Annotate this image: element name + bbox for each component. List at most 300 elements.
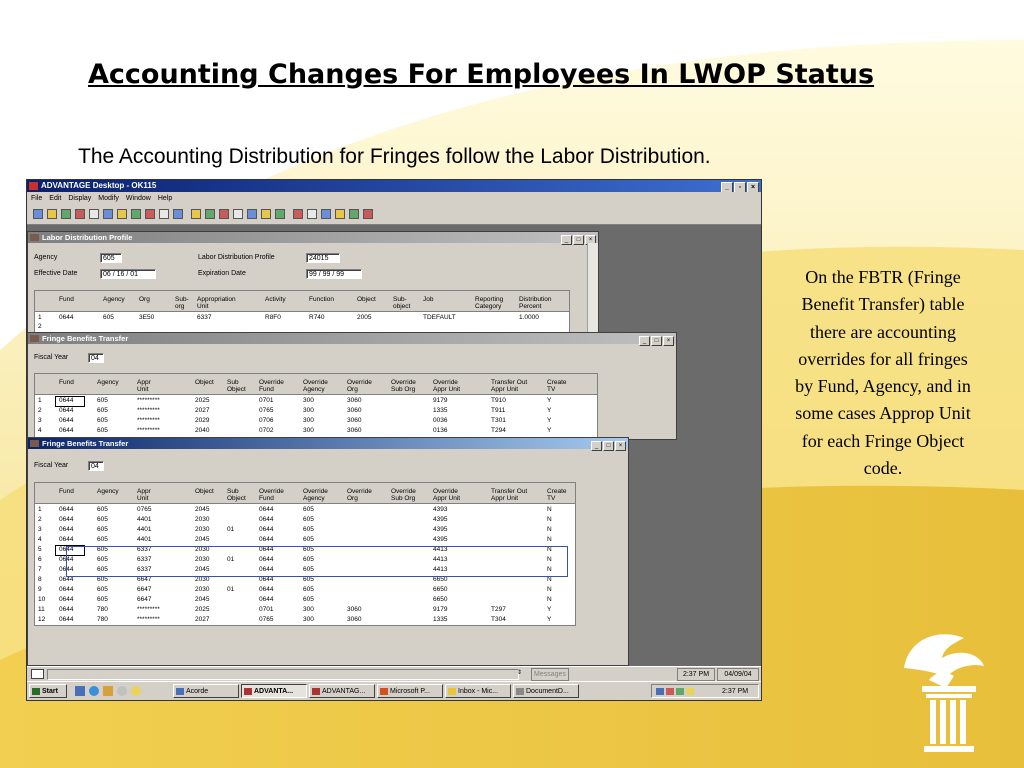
table-cell[interactable]: ********* bbox=[137, 417, 160, 424]
list-icon[interactable] bbox=[47, 209, 57, 219]
table-cell[interactable]: 605 bbox=[303, 596, 314, 603]
table-cell[interactable]: 0644 bbox=[59, 407, 74, 414]
taskbar-inbox[interactable] bbox=[445, 684, 511, 698]
column-header[interactable]: Override Fund bbox=[259, 379, 284, 393]
arrow-icon[interactable] bbox=[33, 209, 43, 219]
copy-icon[interactable] bbox=[75, 209, 85, 219]
table-cell[interactable]: ********* bbox=[137, 397, 160, 404]
table-cell[interactable]: 0644 bbox=[59, 566, 74, 573]
table-cell[interactable]: 01 bbox=[227, 556, 235, 563]
row-number[interactable]: 2 bbox=[38, 323, 42, 330]
menu-help[interactable]: Help bbox=[157, 195, 173, 202]
hand-icon[interactable] bbox=[247, 209, 257, 219]
table-cell[interactable]: 6337 bbox=[137, 566, 152, 573]
table-cell[interactable]: 01 bbox=[227, 526, 235, 533]
table-cell[interactable]: Y bbox=[547, 417, 552, 424]
fringe-transfer-title-bar bbox=[28, 438, 628, 449]
sort-icon[interactable]: ⇕ bbox=[517, 670, 523, 676]
link-icon[interactable] bbox=[117, 209, 127, 219]
table-cell[interactable]: N bbox=[547, 516, 552, 523]
table-cell[interactable]: ********* bbox=[137, 427, 160, 434]
fiscal-year-label: Fiscal Year bbox=[34, 354, 69, 361]
column-header[interactable]: Override Sub Org bbox=[391, 488, 416, 502]
effective-date-field[interactable]: 06 / 16 / 01 bbox=[100, 269, 156, 279]
table-cell[interactable]: 2030 bbox=[195, 546, 210, 553]
grid-header bbox=[35, 374, 597, 395]
table-cell[interactable]: Y bbox=[547, 616, 552, 623]
table-cell[interactable]: 9179 bbox=[433, 606, 448, 613]
table-cell[interactable]: 3060 bbox=[347, 397, 362, 404]
status-date: 04/09/04 bbox=[717, 668, 759, 681]
column-header[interactable]: Override Appr Unit bbox=[433, 379, 461, 393]
row-number[interactable]: 11 bbox=[38, 606, 45, 613]
table-cell[interactable]: 0644 bbox=[259, 536, 274, 543]
slide-subtitle: The Accounting Distribution for Fringes follow the Labor Distribution. bbox=[78, 145, 711, 168]
table-cell[interactable]: 4401 bbox=[137, 516, 152, 523]
table-cell[interactable]: N bbox=[547, 576, 552, 583]
table-cell[interactable]: 6650 bbox=[433, 576, 448, 583]
taskbar-acorde[interactable] bbox=[173, 684, 239, 698]
table-cell[interactable]: 300 bbox=[303, 397, 314, 404]
vertical-scrollbar[interactable] bbox=[587, 243, 598, 336]
table-cell[interactable]: 0765 bbox=[259, 616, 274, 623]
table-cell[interactable]: T911 bbox=[491, 407, 506, 414]
table-cell[interactable]: 605 bbox=[303, 526, 314, 533]
close-button[interactable]: × bbox=[663, 336, 674, 346]
column-header[interactable]: Override Agency bbox=[303, 379, 328, 393]
table-cell[interactable]: 0644 bbox=[259, 506, 274, 513]
column-header[interactable]: Transfer Out Appr Unit bbox=[491, 379, 528, 393]
table-cell[interactable]: 0644 bbox=[259, 566, 274, 573]
calculator-icon[interactable] bbox=[335, 209, 345, 219]
table-cell[interactable]: 0644 bbox=[59, 526, 74, 533]
table-cell[interactable]: 2045 bbox=[195, 536, 210, 543]
printer-icon[interactable] bbox=[321, 209, 331, 219]
table-cell[interactable]: 6647 bbox=[137, 596, 152, 603]
table-cell[interactable]: 1335 bbox=[433, 616, 448, 623]
table-cell[interactable]: 2030 bbox=[195, 586, 210, 593]
table-cell[interactable]: 300 bbox=[303, 606, 314, 613]
media-icon[interactable] bbox=[117, 686, 127, 696]
column-header[interactable]: Override Fund bbox=[259, 488, 284, 502]
table-cell[interactable]: N bbox=[547, 586, 552, 593]
table-cell[interactable]: 1.0000 bbox=[519, 314, 539, 321]
table-cell[interactable]: 605 bbox=[303, 566, 314, 573]
table-cell[interactable]: 4413 bbox=[433, 546, 448, 553]
column-header[interactable]: Sub- org bbox=[175, 296, 189, 310]
app-icon bbox=[176, 688, 184, 695]
fringe-transfer-window-2 bbox=[27, 437, 629, 666]
table-cell[interactable]: 0644 bbox=[59, 397, 74, 404]
table-cell[interactable]: N bbox=[547, 566, 552, 573]
table-cell[interactable]: 9179 bbox=[433, 397, 448, 404]
column-header[interactable]: Create TV bbox=[547, 488, 567, 502]
table-cell[interactable]: 0644 bbox=[59, 506, 74, 513]
agency-field[interactable]: 605 bbox=[100, 253, 122, 263]
table-cell[interactable]: 605 bbox=[97, 526, 108, 533]
row-number[interactable]: 4 bbox=[38, 536, 42, 543]
table-cell[interactable]: N bbox=[547, 556, 552, 563]
folder-icon[interactable] bbox=[173, 209, 183, 219]
save-icon[interactable] bbox=[205, 209, 215, 219]
table-cell[interactable]: 3060 bbox=[347, 427, 362, 434]
table-cell[interactable]: 0644 bbox=[259, 546, 274, 553]
column-header[interactable]: Function bbox=[309, 296, 334, 303]
table-cell[interactable]: 6337 bbox=[137, 546, 152, 553]
table-cell[interactable]: 780 bbox=[97, 616, 108, 623]
taskbar-advantage[interactable] bbox=[309, 684, 375, 698]
maximize-button[interactable]: ▫ bbox=[734, 182, 746, 193]
table-cell[interactable]: 0644 bbox=[259, 526, 274, 533]
envelope-icon[interactable] bbox=[31, 669, 44, 679]
table-cell[interactable]: 0644 bbox=[259, 576, 274, 583]
table-cell[interactable]: 3060 bbox=[347, 606, 362, 613]
minimize-button[interactable]: _ bbox=[591, 441, 602, 451]
agency-label: Agency bbox=[34, 254, 58, 261]
table-cell[interactable]: 6650 bbox=[433, 586, 448, 593]
column-header[interactable]: Transfer Out Appr Unit bbox=[491, 488, 528, 502]
table-cell[interactable]: 2029 bbox=[195, 417, 210, 424]
table-cell[interactable]: 2030 bbox=[195, 576, 210, 583]
table-cell[interactable]: 4395 bbox=[433, 536, 448, 543]
table-cell[interactable]: 0644 bbox=[59, 536, 74, 543]
table-cell[interactable]: 605 bbox=[97, 516, 108, 523]
table-cell[interactable]: ********* bbox=[137, 407, 160, 414]
table-cell[interactable]: 0702 bbox=[259, 427, 274, 434]
check-icon[interactable] bbox=[261, 209, 271, 219]
table-cell[interactable]: 605 bbox=[97, 407, 108, 414]
table-cell[interactable]: 605 bbox=[97, 397, 108, 404]
browser-icon[interactable] bbox=[89, 686, 99, 696]
table-cell[interactable]: Y bbox=[547, 427, 552, 434]
column-header[interactable]: Override Sub Org bbox=[391, 379, 416, 393]
row-number[interactable]: 3 bbox=[38, 417, 42, 424]
maximize-button[interactable]: □ bbox=[651, 336, 662, 346]
table-cell[interactable]: 0644 bbox=[59, 586, 74, 593]
table-cell[interactable]: N bbox=[547, 546, 552, 553]
side-note: On the FBTR (Fringe Benefit Transfer) table there are accounting overrides for all fringes by Fund, Agency, and in some cases Approp Unit for each Fringe Object code. bbox=[795, 267, 971, 479]
table-cell[interactable]: 3060 bbox=[347, 407, 362, 414]
table-cell[interactable]: R740 bbox=[309, 314, 325, 321]
table-cell[interactable]: 605 bbox=[303, 506, 314, 513]
table-cell[interactable]: 2030 bbox=[195, 516, 210, 523]
page-icon[interactable] bbox=[275, 209, 285, 219]
menu-modify[interactable]: Modify bbox=[98, 195, 119, 202]
column-header[interactable]: Agency bbox=[97, 379, 119, 386]
row-number[interactable]: 1 bbox=[38, 314, 42, 321]
table-icon[interactable] bbox=[61, 209, 71, 219]
table-cell[interactable]: 605 bbox=[303, 586, 314, 593]
column-header[interactable]: Object bbox=[357, 296, 376, 303]
column-header[interactable]: Reporting Category bbox=[475, 296, 504, 310]
table-cell[interactable]: 2030 bbox=[195, 556, 210, 563]
table-cell[interactable]: 0644 bbox=[59, 556, 74, 563]
table-cell[interactable]: T301 bbox=[491, 417, 506, 424]
column-header[interactable]: Activity bbox=[265, 296, 286, 303]
window-icon bbox=[30, 440, 39, 447]
table-cell[interactable]: 2027 bbox=[195, 616, 210, 623]
column-header[interactable]: Override Org bbox=[347, 379, 372, 393]
table-cell[interactable]: TDEFAULT bbox=[423, 314, 456, 321]
row-number[interactable]: 6 bbox=[38, 556, 42, 563]
table-cell[interactable]: N bbox=[547, 526, 552, 533]
table-cell[interactable]: 1335 bbox=[433, 407, 448, 414]
maximize-button[interactable]: □ bbox=[603, 441, 614, 451]
effective-date-label: Effective Date bbox=[34, 270, 78, 277]
menu-window[interactable]: Window bbox=[125, 195, 151, 202]
column-header[interactable]: Override Agency bbox=[303, 488, 328, 502]
desktop-icon[interactable] bbox=[75, 686, 85, 696]
table-cell[interactable]: 605 bbox=[303, 536, 314, 543]
table-cell[interactable]: 0644 bbox=[259, 516, 274, 523]
column-header[interactable]: Appr Unit bbox=[137, 488, 151, 502]
column-header[interactable]: Create TV bbox=[547, 379, 567, 393]
table-cell[interactable]: 4401 bbox=[137, 536, 152, 543]
row-number[interactable]: 2 bbox=[38, 516, 42, 523]
column-header[interactable]: Override Appr Unit bbox=[433, 488, 461, 502]
table-cell[interactable]: 01 bbox=[227, 586, 235, 593]
table-cell[interactable]: 605 bbox=[97, 417, 108, 424]
column-header[interactable]: Fund bbox=[59, 379, 74, 386]
column-header[interactable]: Agency bbox=[103, 296, 125, 303]
taskbar-button-label: Inbox - Mic... bbox=[458, 688, 499, 695]
table-cell[interactable]: 605 bbox=[97, 427, 108, 434]
tray-icon[interactable] bbox=[666, 688, 674, 695]
people-icon[interactable] bbox=[89, 209, 99, 219]
menu-display[interactable]: Display bbox=[68, 195, 92, 202]
column-header[interactable]: Object bbox=[195, 488, 214, 495]
table-cell[interactable]: 4393 bbox=[433, 506, 448, 513]
table-cell[interactable]: 2040 bbox=[195, 427, 210, 434]
table-cell[interactable]: Y bbox=[547, 407, 552, 414]
window-icon bbox=[30, 335, 39, 342]
table-cell[interactable]: 3E50 bbox=[139, 314, 155, 321]
table-cell[interactable]: 0644 bbox=[259, 586, 274, 593]
table-cell[interactable]: 2030 bbox=[195, 526, 210, 533]
table-cell[interactable]: 2045 bbox=[195, 506, 210, 513]
minimize-button[interactable]: _ bbox=[721, 182, 733, 193]
table-cell[interactable]: 2005 bbox=[357, 314, 372, 321]
table-cell[interactable]: 605 bbox=[97, 556, 108, 563]
column-header[interactable]: Sub Object bbox=[227, 379, 246, 393]
table-cell[interactable]: 300 bbox=[303, 427, 314, 434]
menu-edit[interactable]: Edit bbox=[49, 195, 62, 202]
table-cell[interactable]: 0701 bbox=[259, 397, 274, 404]
tray-icon[interactable] bbox=[656, 688, 664, 695]
table-cell[interactable]: 4395 bbox=[433, 516, 448, 523]
table-cell[interactable]: 0644 bbox=[59, 314, 74, 321]
table-cell[interactable]: 6647 bbox=[137, 586, 152, 593]
table-cell[interactable]: 6647 bbox=[137, 576, 152, 583]
help-icon[interactable] bbox=[293, 209, 303, 219]
table-cell[interactable]: 0765 bbox=[137, 506, 152, 513]
maximize-button[interactable]: □ bbox=[573, 235, 584, 245]
close-button[interactable]: × bbox=[747, 182, 759, 193]
table-cell[interactable]: 0644 bbox=[59, 606, 74, 613]
table-cell[interactable]: 0706 bbox=[259, 417, 274, 424]
table-cell[interactable]: 605 bbox=[97, 586, 108, 593]
folder-icon[interactable] bbox=[103, 686, 113, 696]
table-cell[interactable]: N bbox=[547, 596, 552, 603]
delete-icon[interactable] bbox=[131, 209, 141, 219]
table-cell[interactable]: 605 bbox=[103, 314, 114, 321]
table-cell[interactable]: 0644 bbox=[59, 546, 74, 553]
table-cell[interactable]: N bbox=[547, 536, 552, 543]
row-number[interactable]: 5 bbox=[38, 546, 42, 553]
expiration-date-field[interactable]: 99 / 99 / 99 bbox=[306, 269, 362, 279]
table-cell[interactable]: T304 bbox=[491, 616, 506, 623]
query-icon[interactable] bbox=[307, 209, 317, 219]
row-number[interactable]: 7 bbox=[38, 566, 42, 573]
table-cell[interactable]: 0644 bbox=[59, 616, 74, 623]
table-cell[interactable]: 0765 bbox=[259, 407, 274, 414]
table-cell[interactable]: 2025 bbox=[195, 606, 210, 613]
people-icon[interactable] bbox=[103, 209, 113, 219]
taskbar-advantage-active[interactable] bbox=[241, 684, 307, 698]
row-number[interactable]: 10 bbox=[38, 596, 46, 603]
table-cell[interactable]: ********* bbox=[137, 616, 160, 623]
row-number[interactable]: 3 bbox=[38, 526, 42, 533]
table-cell[interactable]: 2025 bbox=[195, 397, 210, 404]
labor-distribution-title-bar bbox=[28, 232, 598, 243]
row-number[interactable]: 8 bbox=[38, 576, 42, 583]
messages-button[interactable]: Messages bbox=[531, 668, 569, 681]
table-cell[interactable]: Y bbox=[547, 397, 552, 404]
advantage-desktop-window bbox=[26, 179, 762, 701]
table-cell[interactable]: N bbox=[547, 506, 552, 513]
window-icon[interactable] bbox=[363, 209, 373, 219]
menu-bar bbox=[27, 192, 761, 205]
table-cell[interactable]: 0644 bbox=[259, 556, 274, 563]
table-cell[interactable]: 605 bbox=[97, 506, 108, 513]
table-cell[interactable]: 605 bbox=[303, 556, 314, 563]
table-cell[interactable]: 6337 bbox=[197, 314, 212, 321]
table-cell[interactable]: 0644 bbox=[59, 417, 74, 424]
table-cell[interactable]: T910 bbox=[491, 397, 506, 404]
table-cell[interactable]: 3060 bbox=[347, 616, 362, 623]
row-number[interactable]: 1 bbox=[38, 397, 42, 404]
table-cell[interactable]: 300 bbox=[303, 417, 314, 424]
status-time: 2:37 PM bbox=[677, 668, 715, 681]
table-cell[interactable]: 300 bbox=[303, 407, 314, 414]
fiscal-year-field[interactable]: 04 bbox=[88, 461, 104, 471]
table-cell[interactable]: 0701 bbox=[259, 606, 274, 613]
table-cell[interactable]: 0644 bbox=[259, 596, 274, 603]
table-cell[interactable]: 0644 bbox=[59, 427, 74, 434]
table-cell[interactable]: 605 bbox=[97, 596, 108, 603]
menu-file[interactable]: File bbox=[31, 195, 43, 202]
table-cell[interactable]: 300 bbox=[303, 616, 314, 623]
table-cell[interactable]: 6337 bbox=[137, 556, 152, 563]
table-cell[interactable]: 780 bbox=[97, 606, 108, 613]
column-header[interactable]: Sub- object bbox=[393, 296, 411, 310]
table-cell[interactable]: 4413 bbox=[433, 566, 448, 573]
taskbar-button-label: ADVANTA... bbox=[254, 688, 294, 695]
print-icon[interactable] bbox=[191, 209, 201, 219]
table-cell[interactable]: 6650 bbox=[433, 596, 448, 603]
close-button[interactable]: × bbox=[585, 235, 596, 245]
table-cell[interactable]: 0644 bbox=[59, 516, 74, 523]
row-number[interactable]: 12 bbox=[38, 616, 46, 623]
column-header[interactable]: Override Org bbox=[347, 488, 372, 502]
table-cell[interactable]: 4413 bbox=[433, 556, 448, 563]
column-header[interactable]: Job bbox=[423, 296, 434, 303]
tray-icon[interactable] bbox=[676, 688, 684, 695]
app-icon[interactable] bbox=[131, 686, 141, 696]
minimize-button[interactable]: _ bbox=[561, 235, 572, 245]
taskbar-button-label: Acorde bbox=[186, 688, 209, 695]
table-cell[interactable]: 605 bbox=[97, 576, 108, 583]
split-icon[interactable] bbox=[349, 209, 359, 219]
table-cell[interactable]: 605 bbox=[97, 566, 108, 573]
column-header[interactable]: Sub Object bbox=[227, 488, 246, 502]
tray-icon[interactable] bbox=[686, 688, 694, 695]
form-icon[interactable] bbox=[159, 209, 169, 219]
table-cell[interactable]: R8F0 bbox=[265, 314, 281, 321]
table-cell[interactable]: 0136 bbox=[433, 427, 448, 434]
taskbar-powerpoint[interactable] bbox=[377, 684, 443, 698]
table-cell[interactable]: 0644 bbox=[59, 576, 74, 583]
powerpoint-icon bbox=[380, 688, 388, 695]
table-cell[interactable]: ********* bbox=[137, 606, 160, 613]
ldp-field[interactable]: 24015 bbox=[306, 253, 340, 263]
document-icon[interactable] bbox=[233, 209, 243, 219]
table-cell[interactable]: 2045 bbox=[195, 596, 210, 603]
table-cell[interactable]: 605 bbox=[97, 546, 108, 553]
row-number[interactable]: 1 bbox=[38, 506, 42, 513]
window-title: Fringe Benefits Transfer bbox=[42, 439, 129, 448]
column-logo-icon bbox=[884, 618, 994, 758]
row-number[interactable]: 2 bbox=[38, 407, 42, 414]
column-header[interactable]: Fund bbox=[59, 296, 74, 303]
column-header[interactable]: Appr Unit bbox=[137, 379, 151, 393]
app-title-bar bbox=[27, 180, 761, 192]
taskbar-document[interactable] bbox=[513, 684, 579, 698]
table-cell[interactable]: 4395 bbox=[433, 526, 448, 533]
minimize-button[interactable]: _ bbox=[639, 336, 650, 346]
fiscal-year-field[interactable]: 04 bbox=[88, 353, 104, 363]
column-header[interactable]: Object bbox=[195, 379, 214, 386]
table-cell[interactable]: 605 bbox=[97, 536, 108, 543]
column-header[interactable]: Agency bbox=[97, 488, 119, 495]
table-cell[interactable]: 605 bbox=[303, 516, 314, 523]
close-button[interactable]: × bbox=[615, 441, 626, 451]
table-cell[interactable]: 4401 bbox=[137, 526, 152, 533]
table-cell[interactable]: 605 bbox=[303, 546, 314, 553]
column-header[interactable]: Fund bbox=[59, 488, 74, 495]
column-header[interactable]: Appropriation Unit bbox=[197, 296, 236, 310]
column-header[interactable]: Org bbox=[139, 296, 150, 303]
app-icon bbox=[312, 688, 320, 695]
expiration-date-label: Expiration Date bbox=[198, 270, 246, 277]
table-cell[interactable]: 0036 bbox=[433, 417, 448, 424]
table-cell[interactable]: 2045 bbox=[195, 566, 210, 573]
table-cell[interactable]: T294 bbox=[491, 427, 506, 434]
column-header[interactable]: Distribution Percent bbox=[519, 296, 552, 310]
table-cell[interactable]: Y bbox=[547, 606, 552, 613]
table-cell[interactable]: 0644 bbox=[59, 596, 74, 603]
row-number[interactable]: 4 bbox=[38, 427, 42, 434]
edit-icon[interactable] bbox=[145, 209, 155, 219]
table-cell[interactable]: 3060 bbox=[347, 417, 362, 424]
table-cell[interactable]: T297 bbox=[491, 606, 506, 613]
start-button[interactable] bbox=[29, 684, 67, 698]
table-cell[interactable]: 605 bbox=[303, 576, 314, 583]
table-cell[interactable]: 2027 bbox=[195, 407, 210, 414]
row-number[interactable]: 9 bbox=[38, 586, 42, 593]
window-icon[interactable] bbox=[219, 209, 229, 219]
fringe-transfer-title-bar bbox=[28, 333, 676, 344]
